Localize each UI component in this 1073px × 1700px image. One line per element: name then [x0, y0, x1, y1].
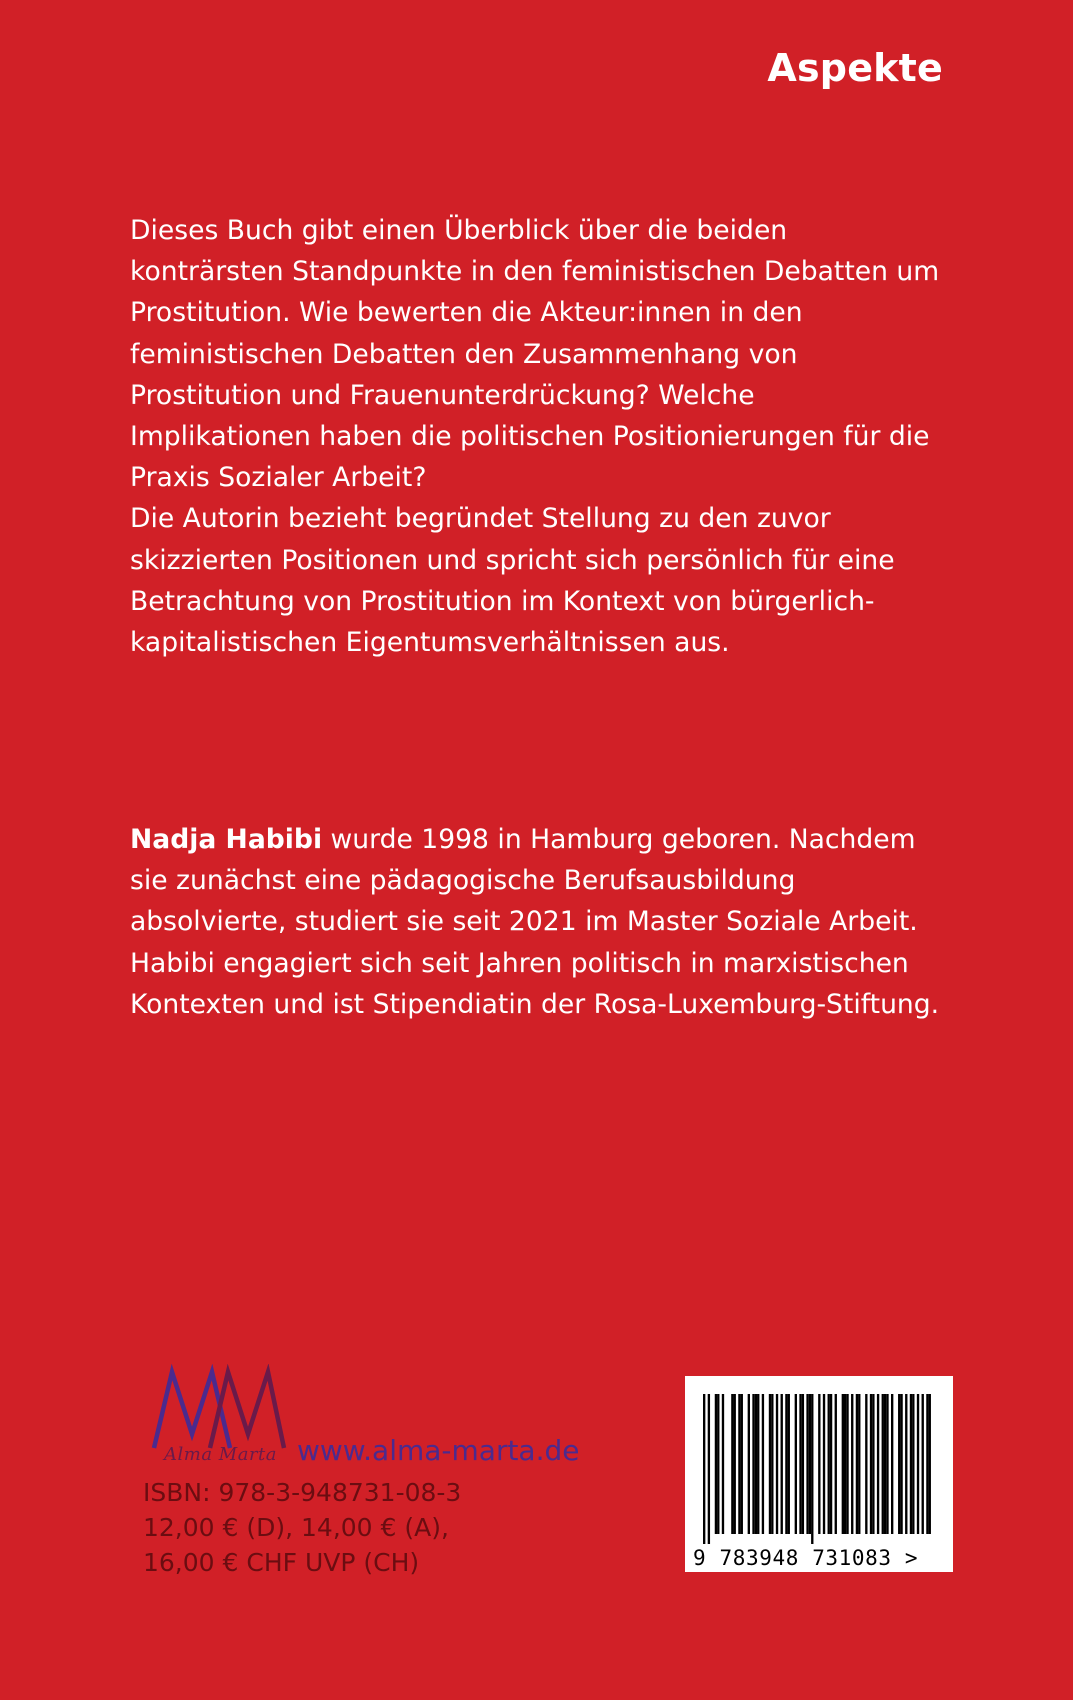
barcode-bar-1	[708, 1394, 710, 1544]
barcode-bar-16	[776, 1394, 778, 1534]
barcode-bar-21	[799, 1394, 801, 1534]
barcode-bar-12	[757, 1394, 759, 1534]
barcode-bar-20	[795, 1394, 797, 1534]
barcode-bar-14	[769, 1394, 771, 1534]
barcode-bar-4	[722, 1394, 724, 1534]
series-title: Aspekte	[767, 46, 943, 90]
barcode-bar-49	[912, 1394, 914, 1534]
barcode-bar-23	[806, 1394, 808, 1534]
author-bio-text: wurde 1998 in Hamburg geboren. Nachdem sie zunächst eine pädagogische Berufsausbildung absolvierte, studiert sie seit 2021 im Master Soziale Arbeit. Habibi engagiert sich seit Jahren politisch in marxistischen Kontexten und ist Stipendiatin der Rosa-Luxemburg-Stiftung.	[130, 824, 940, 1020]
barcode-bar-22	[802, 1394, 804, 1534]
barcode-bar-52	[926, 1394, 928, 1534]
barcode	[685, 1376, 953, 1572]
barcode-bar-40	[877, 1394, 879, 1534]
barcode-bar-28	[828, 1394, 830, 1534]
barcode-bar-44	[891, 1394, 893, 1534]
barcode-bar-33	[846, 1394, 848, 1534]
barcode-bar-36	[858, 1394, 860, 1534]
barcode-bar-31	[842, 1394, 844, 1534]
barcode-bar-42	[884, 1394, 886, 1534]
price-line-2: 16,00 € CHF UVP (CH)	[143, 1548, 420, 1577]
barcode-bar-48	[910, 1394, 912, 1534]
barcode-bar-45	[898, 1394, 900, 1534]
barcode-bar-6	[734, 1394, 736, 1534]
barcode-bar-7	[738, 1394, 740, 1534]
barcode-bar-9	[748, 1394, 750, 1534]
barcode-bar-11	[755, 1394, 757, 1534]
barcode-bar-5	[731, 1394, 733, 1534]
barcode-bar-26	[818, 1394, 820, 1534]
book-info	[143, 1475, 461, 1580]
barcode-bar-15	[771, 1394, 773, 1534]
barcode-bar-17	[781, 1394, 783, 1534]
author-name: Nadja Habibi	[130, 824, 323, 855]
barcode-bar-19	[788, 1394, 790, 1534]
barcode-bar-53	[929, 1394, 931, 1534]
publisher-website-link[interactable]: www.alma-marta.de	[297, 1434, 580, 1467]
barcode-bar-30	[835, 1394, 837, 1534]
logo-name: Alma Marta	[164, 1444, 278, 1465]
barcode-bar-29	[830, 1394, 832, 1534]
barcode-bar-13	[762, 1394, 764, 1534]
barcode-bar-3	[717, 1394, 719, 1534]
barcode-bar-25	[811, 1394, 813, 1544]
barcode-bar-35	[856, 1394, 858, 1534]
isbn-text: ISBN: 978-3-948731-08-3	[143, 1478, 462, 1507]
barcode-bar-32	[844, 1394, 846, 1534]
barcode-bar-51	[922, 1394, 924, 1534]
author-bio	[130, 819, 940, 1025]
barcode-bar-39	[872, 1394, 874, 1534]
barcode-bar-27	[823, 1394, 825, 1534]
barcode-bar-10	[752, 1394, 754, 1534]
barcode-bar-0	[703, 1394, 705, 1544]
blurb-paragraph-2: Die Autorin bezieht begründet Stellung zu den zuvor skizzierten Positionen und spricht sich persönlich für eine Betrachtung von Prostitution im Kontext von bürgerlich-kapitalistischen Eigentumsverhältnissen aus.	[130, 503, 895, 659]
barcode-bar-18	[785, 1394, 787, 1534]
barcode-bar-34	[851, 1394, 853, 1534]
barcode-bar-43	[886, 1394, 888, 1534]
barcode-bar-37	[865, 1394, 867, 1534]
blurb-paragraph-1: Dieses Buch gibt einen Überblick über die beiden konträrsten Standpunkte in den feministischen Debatten um Prostitution. Wie bewerten die Akteur:innen in den feministischen Debatten den Zusammenhang von Prostitution und Frauenunterdrückung? Welche Implikationen haben die politischen Positionierungen für die Praxis Sozialer Arbeit?	[130, 215, 940, 494]
price-line-1: 12,00 € (D), 14,00 € (A),	[143, 1513, 449, 1542]
publisher-block	[142, 1360, 642, 1470]
blurb-text	[130, 210, 940, 663]
barcode-bar-2	[715, 1394, 717, 1534]
barcode-bar-46	[900, 1394, 902, 1534]
barcode-digits: 9 783948 731083 >	[693, 1546, 919, 1570]
barcode-bar-50	[917, 1394, 919, 1534]
barcode-bars	[685, 1376, 953, 1572]
barcode-bar-41	[882, 1394, 884, 1534]
barcode-bar-47	[905, 1394, 907, 1534]
barcode-bar-24	[809, 1394, 811, 1534]
barcode-bar-8	[741, 1394, 743, 1534]
barcode-bar-38	[870, 1394, 872, 1534]
